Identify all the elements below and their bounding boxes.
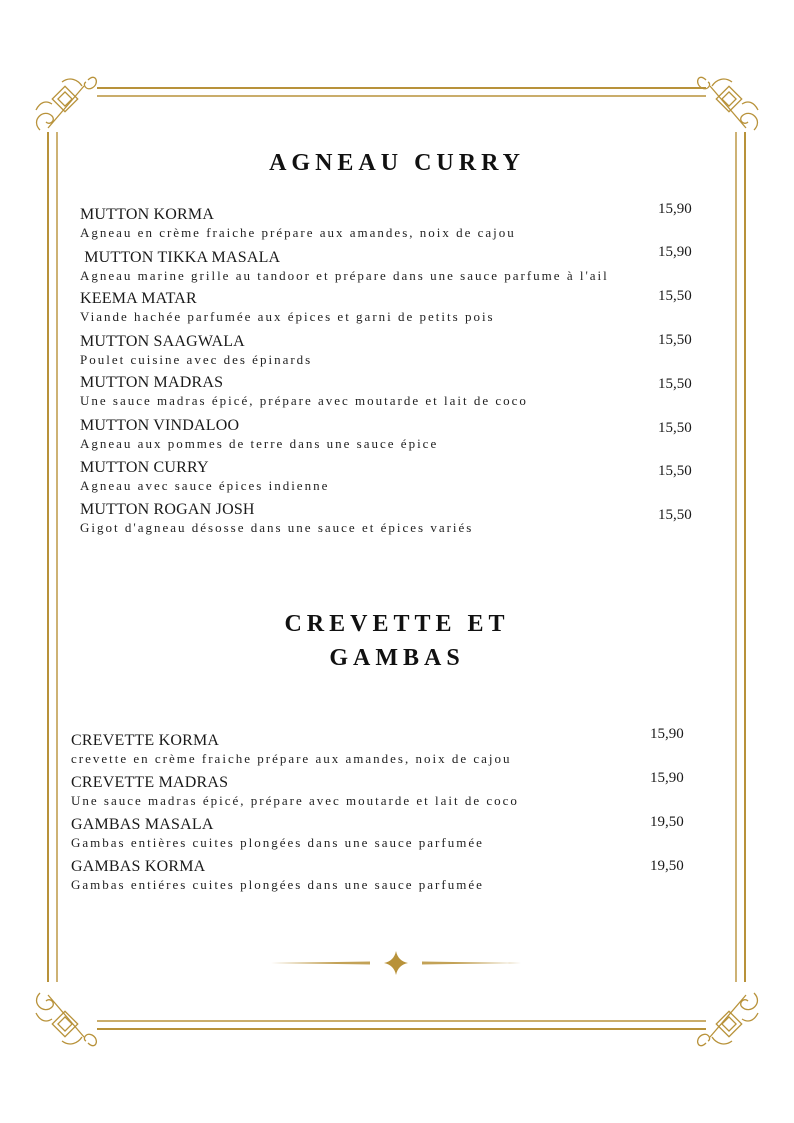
section-title-agneau-curry: AGNEAU CURRY [269,150,525,176]
menu-item-name: GAMBAS KORMA [71,858,206,875]
menu-item-name: CREVETTE KORMA [71,732,220,749]
menu-item-name: MUTTON VINDALOO [80,417,240,434]
menu-item-price: 19,50 [650,858,684,874]
menu-item-price: 15,50 [658,376,692,392]
menu-item-description: Viande hachée parfumée aux épices et garni de petits pois [80,309,495,324]
corner-ornament-top-left [36,77,96,130]
menu-item-description: Gambas entiéres cuites plongées dans une sauce parfumée [71,877,484,892]
menu-item-description: Gambas entières cuites plongées dans une sauce parfumée [71,835,484,850]
menu-item-price: 15,90 [650,726,684,742]
menu-item-name: MUTTON MADRAS [80,374,224,391]
corner-ornament-bottom-left [36,993,96,1046]
menu-item-name: MUTTON SAAGWALA [80,333,245,350]
menu-item-name: MUTTON TIKKA MASALA [80,249,281,266]
menu-item-name: KEEMA MATAR [80,290,197,307]
section-title-crevette-line2: GAMBAS [329,645,465,671]
corner-ornament-top-right [698,77,758,130]
menu-item-price: 15,90 [658,201,692,217]
menu-item-description: Gigot d'agneau désosse dans une sauce et épices variés [80,520,474,535]
menu-item-price: 19,50 [650,814,684,830]
corner-ornament-bottom-right [698,993,758,1046]
menu-item-description: Poulet cuisine avec des épinards [80,352,313,367]
menu-item-description: Une sauce madras épicé, prépare avec moutarde et lait de coco [80,393,528,408]
menu-item-description: Agneau marine grille au tandoor et prépare dans une sauce parfume à l'ail [80,268,609,283]
menu-item-price: 15,50 [658,507,692,523]
section-title-crevette-line1: CREVETTE ET [284,611,510,637]
menu-item-name: CREVETTE MADRAS [71,774,229,791]
menu-item-description: Agneau avec sauce épices indienne [80,478,330,493]
menu-item-description: Une sauce madras épicé, prépare avec moutarde et lait de coco [71,793,519,808]
menu-item-price: 15,50 [658,420,692,436]
star-divider [271,951,521,975]
menu-item-name: GAMBAS MASALA [71,816,214,833]
menu-item-price: 15,50 [658,463,692,479]
menu-item-price: 15,50 [658,288,692,304]
menu-item-price: 15,90 [658,244,692,260]
menu-item-price: 15,50 [658,332,692,348]
menu-item-description: Agneau aux pommes de terre dans une sauce épice [80,436,439,451]
menu-item-description: Agneau en crème fraiche prépare aux amandes, noix de cajou [80,225,516,240]
menu-item-name: MUTTON KORMA [80,206,215,223]
menu-item-price: 15,90 [650,770,684,786]
menu-item-name: MUTTON ROGAN JOSH [80,501,255,518]
menu-item-description: crevette en crème fraiche prépare aux amandes, noix de cajou [71,751,512,766]
menu-item-name: MUTTON CURRY [80,459,209,476]
